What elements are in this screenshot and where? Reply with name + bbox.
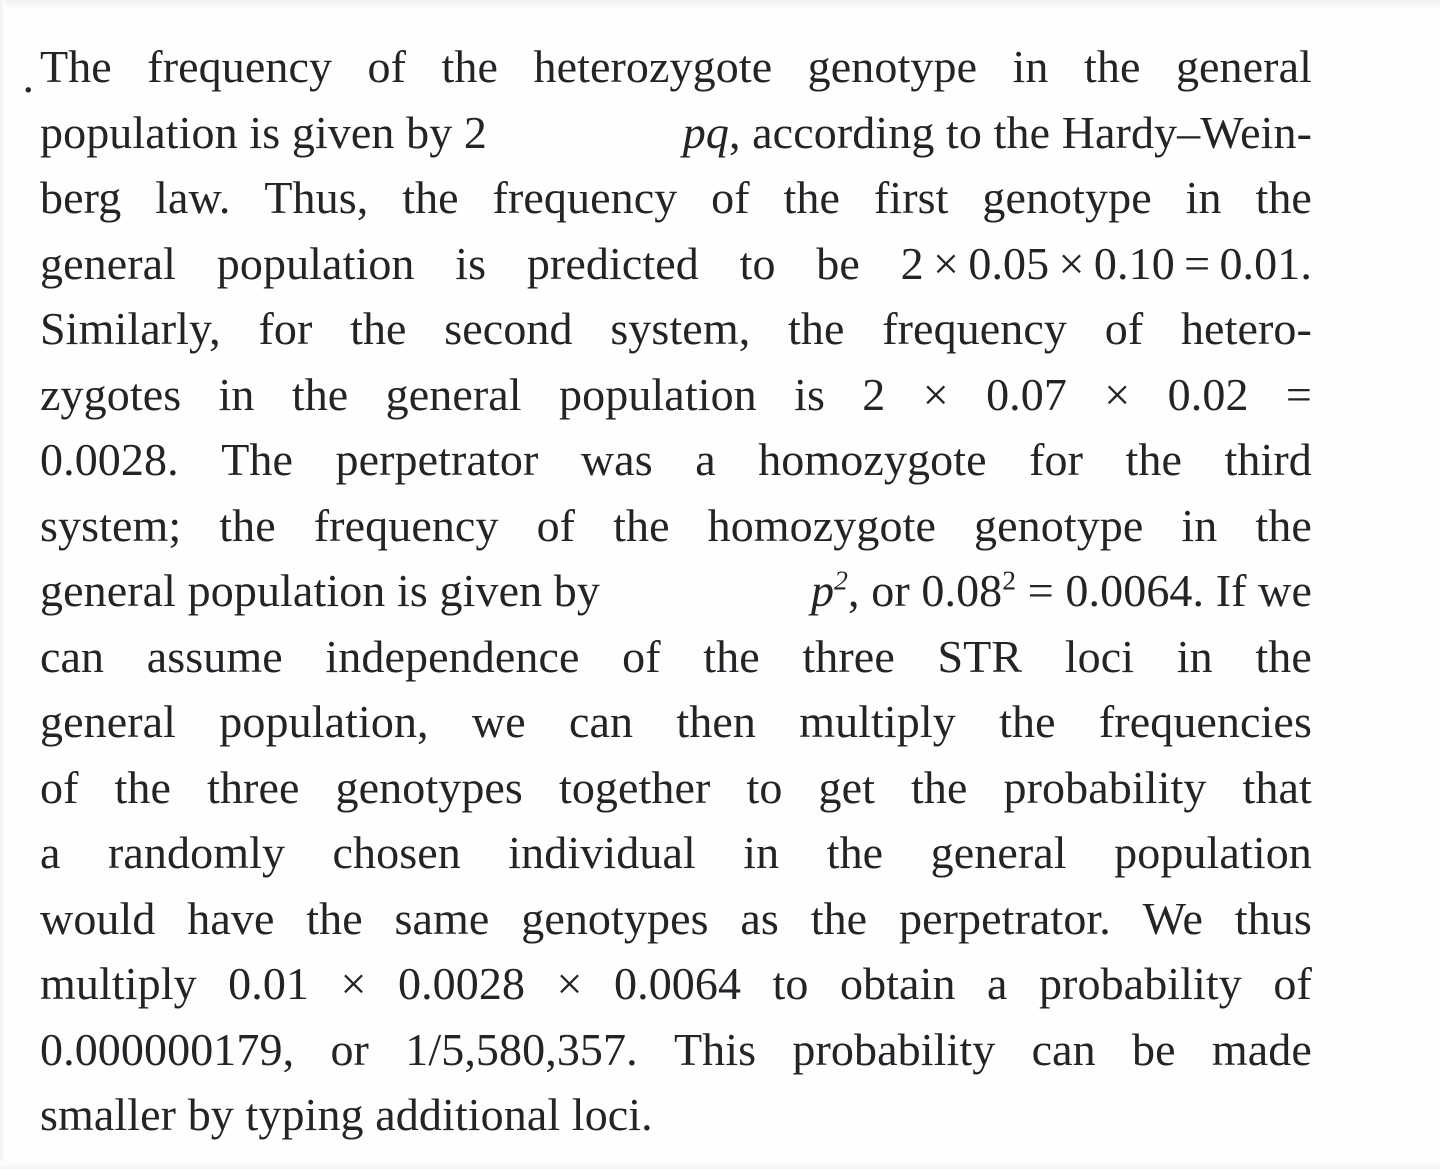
line-word: system; — [40, 499, 182, 551]
text-line — [40, 886, 1312, 952]
line-word: the — [826, 827, 884, 878]
line-word: Thus, — [264, 172, 369, 223]
line-word: frequency — [882, 303, 1068, 354]
line-word: We — [1142, 892, 1204, 944]
text-line — [40, 820, 1312, 886]
line-word: the — [788, 303, 845, 354]
line-word: can — [568, 696, 634, 747]
line-word: is — [455, 237, 487, 289]
line-word: individual — [508, 827, 696, 878]
line-word: get — [818, 761, 875, 813]
scan-edge-top — [0, 0, 1440, 10]
line-word: general — [385, 368, 522, 420]
line-word: frequency — [492, 172, 678, 223]
line-word: would — [40, 892, 156, 944]
line-word: This — [673, 1023, 757, 1075]
line-word: third — [1224, 434, 1312, 485]
line-word: of — [40, 761, 79, 813]
scan-edge-left — [0, 0, 6, 1169]
line-word: can — [1031, 1023, 1096, 1075]
line-word: then — [676, 696, 756, 747]
line-word: the — [911, 761, 968, 813]
line-word: three — [207, 761, 300, 813]
line-word: heterozygote — [533, 41, 773, 92]
line-word: obtain — [839, 958, 956, 1009]
line-word: perpetrator — [335, 434, 539, 485]
line-word: loci — [1064, 630, 1135, 682]
line-word: The — [40, 41, 112, 92]
line-word: genotypes — [335, 761, 523, 813]
italic-variable-pq: pq — [682, 106, 729, 158]
line-word: the — [810, 892, 868, 944]
line-word: perpetrator. — [898, 892, 1111, 944]
paragraph-body — [40, 34, 1312, 1148]
line-word: 0.000000179, — [40, 1023, 295, 1075]
line-word: chosen — [332, 827, 461, 878]
line-word: × — [1104, 368, 1131, 420]
line-word: frequencies — [1098, 696, 1312, 747]
text-line — [40, 1017, 1312, 1083]
line-word: was — [580, 434, 653, 485]
line-word: is — [794, 368, 825, 420]
line-word: STR — [937, 630, 1023, 682]
line-word: frequency — [147, 41, 333, 92]
line-word: probability — [792, 1023, 996, 1075]
text-line — [40, 296, 1312, 362]
line-word: genotype — [807, 41, 978, 92]
line-word: be — [816, 237, 860, 289]
line-word: thus — [1234, 892, 1312, 944]
line-word: 0.07 — [986, 368, 1067, 420]
line-word: general — [40, 237, 177, 289]
list-marker: . — [22, 51, 34, 102]
line-word: 0.02 — [1167, 368, 1249, 420]
line-word: second — [444, 303, 573, 354]
line-word: randomly — [107, 827, 286, 878]
line-word: that — [1242, 761, 1312, 813]
line-segment: = 0.0064. If we — [1016, 565, 1312, 616]
line-word: homozygote — [758, 434, 987, 485]
line-word: as — [740, 892, 779, 944]
line-word: 2 × 0.05 × 0.10 = 0.01. — [900, 237, 1312, 289]
text-line — [40, 231, 1312, 297]
line-word: probability — [1003, 761, 1207, 813]
line-word: general — [1175, 41, 1312, 92]
line-word: for — [258, 303, 313, 354]
line-word: genotype — [982, 172, 1152, 223]
line-segment: general population is given by — [40, 565, 612, 616]
line-word: have — [187, 892, 275, 944]
line-word: Similarly, — [40, 303, 221, 354]
line-word: the — [783, 172, 841, 223]
line-word: 2 — [862, 368, 886, 420]
line-word: be — [1132, 1023, 1176, 1075]
line-word: genotypes — [521, 892, 709, 944]
line-word: multiply — [799, 696, 956, 747]
scan-edge-bottom — [0, 1161, 1440, 1169]
line-word: of — [1104, 303, 1144, 354]
line-word: the — [1125, 434, 1183, 485]
line-word: predicted — [526, 237, 699, 289]
text-line — [40, 493, 1312, 559]
line-word: system, — [610, 303, 751, 354]
text-line — [40, 624, 1312, 690]
line-word: can — [40, 630, 105, 682]
line-word: in — [1185, 172, 1222, 223]
text-line — [40, 100, 1312, 166]
superscript-two: 2 — [834, 564, 849, 596]
line-word: three — [802, 630, 895, 682]
line-word: × — [556, 958, 583, 1009]
line-word: to — [746, 761, 783, 813]
line-word: made — [1211, 1023, 1312, 1075]
line-word: population — [1114, 827, 1312, 878]
text-line — [40, 558, 1312, 624]
line-segment: , according to the Hardy–Wein- — [728, 106, 1312, 158]
line-word: of — [367, 41, 407, 92]
line-word: 1/5,580,357. — [405, 1023, 638, 1075]
line-word: in — [1012, 41, 1049, 92]
line-word: 0.01 — [228, 958, 310, 1009]
line-word: of — [622, 630, 661, 682]
line-word: the — [1083, 41, 1141, 92]
line-word: a — [986, 958, 1008, 1009]
line-word: first — [873, 172, 949, 223]
text-line — [40, 951, 1312, 1017]
line-word: independence — [325, 630, 580, 682]
line-word: the — [402, 172, 459, 223]
line-word: to — [772, 958, 809, 1009]
line-word: the — [613, 499, 670, 551]
line-word: for — [1029, 434, 1084, 485]
line-word: we — [471, 696, 526, 747]
line-word: 0.0064 — [614, 958, 742, 1009]
line-word: in — [743, 827, 780, 878]
line-word: a — [695, 434, 716, 485]
line-word: the — [350, 303, 407, 354]
line-word: zygotes — [40, 368, 182, 420]
line-word: general — [930, 827, 1067, 878]
line-word: population, — [219, 696, 429, 747]
line-word: assume — [146, 630, 283, 682]
line-word: population — [216, 237, 415, 289]
line-word: probability — [1038, 958, 1242, 1009]
line-word: the — [1255, 172, 1312, 223]
line-word: the — [114, 761, 172, 813]
text-line — [40, 755, 1312, 821]
line-word: in — [1181, 499, 1218, 551]
line-word: 0.0028 — [397, 958, 526, 1009]
text-line — [40, 34, 1312, 100]
line-word: a — [40, 827, 61, 878]
line-word: of — [1273, 958, 1312, 1009]
text-line: smaller by typing additional loci. — [40, 1089, 653, 1140]
line-word: the — [219, 499, 276, 551]
line-word: the — [441, 41, 499, 92]
line-word: the — [1255, 630, 1312, 682]
line-word: together — [558, 761, 711, 813]
line-word: of — [711, 172, 750, 223]
line-word: 0.0028. — [40, 434, 179, 485]
line-word: = — [1285, 368, 1312, 420]
line-word: homozygote — [707, 499, 936, 551]
line-segment: , or 0.08 — [848, 565, 1003, 616]
text-line — [40, 165, 1312, 231]
line-word: general — [40, 696, 177, 747]
line-word: population — [559, 368, 757, 420]
text-line — [40, 362, 1312, 428]
line-word: to — [739, 237, 776, 289]
line-segment: population is given by 2 — [40, 106, 488, 158]
line-word: the — [1255, 499, 1312, 551]
line-word: same — [394, 892, 490, 944]
line-word: hetero- — [1180, 303, 1312, 354]
line-word: of — [536, 499, 576, 551]
line-word: × — [340, 958, 367, 1009]
line-word: the — [291, 368, 349, 420]
italic-variable-p: p — [811, 565, 835, 616]
line-word: frequency — [313, 499, 499, 551]
superscript-two: 2 — [1002, 564, 1017, 596]
line-word: berg — [40, 172, 122, 223]
line-word: The — [221, 434, 294, 485]
text-line — [40, 689, 1312, 755]
text-line — [40, 427, 1312, 493]
line-word: the — [703, 630, 760, 682]
line-word: × — [922, 368, 949, 420]
line-word: the — [999, 696, 1056, 747]
line-word: the — [306, 892, 363, 944]
line-word: or — [330, 1023, 369, 1075]
line-word: law. — [155, 172, 231, 223]
line-word: in — [218, 368, 255, 420]
line-word: genotype — [974, 499, 1144, 551]
line-word: in — [1176, 630, 1213, 682]
line-word: multiply — [40, 958, 197, 1009]
